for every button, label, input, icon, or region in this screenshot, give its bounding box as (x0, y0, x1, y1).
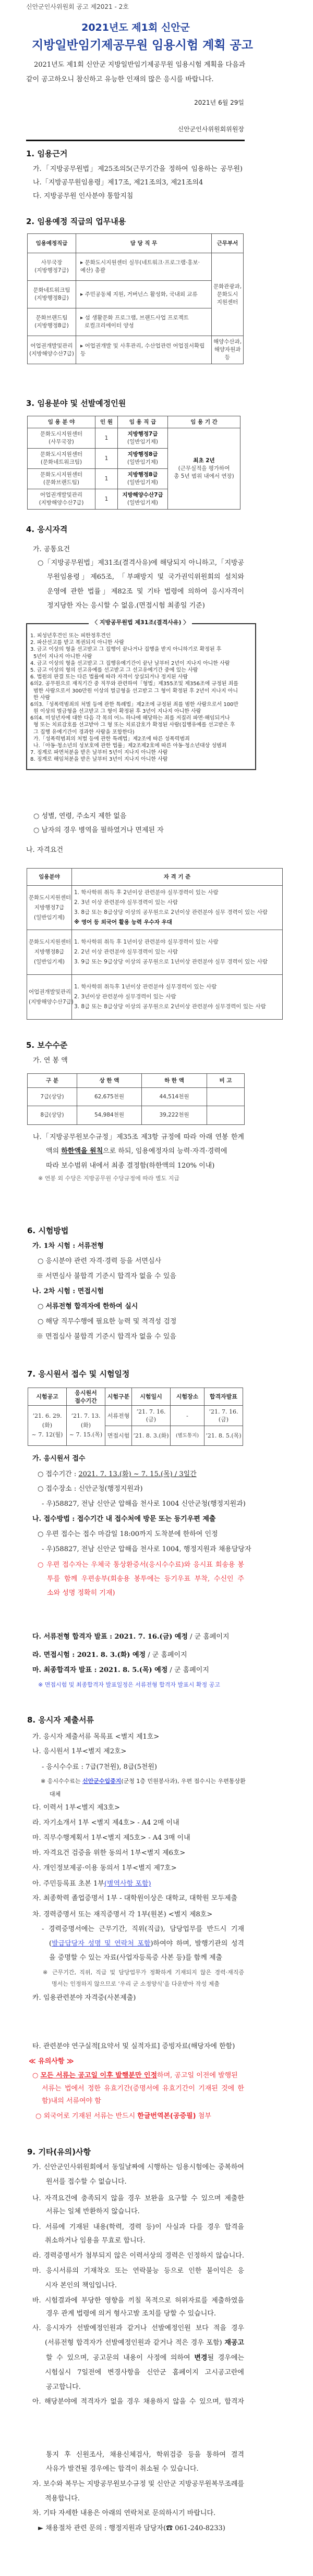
note: ※ 면접심사 불합격 기준시 합격자 없을 수 있음 (37, 1333, 176, 1341)
table-row (27, 975, 283, 1020)
headcount: 1 (95, 489, 118, 510)
emphasis: 모든 서류는 공고일 이후 발행분만 인정 (40, 2072, 158, 2079)
address: - 우)58827, 전남 신안군 압해읍 천사로 1004, 행정지원과 채용담당자 (42, 1545, 251, 1553)
warning-line: ○ 우편 접수자는 우체국 통상환증서(응시수수료)와 응시표 회송용 봉 (38, 1561, 244, 1569)
list-item: ○ 응시분야 관련 자격·경력 등을 서면심사 (38, 1257, 162, 1265)
result-date: ’21. 7. 16.(금) (204, 1406, 243, 1426)
field: 문화도시지원센터 (40, 451, 83, 457)
grade: 사무국장 (41, 259, 63, 266)
grade: 지방행정7급 (127, 431, 158, 437)
grade: 지방행정8급 (127, 472, 158, 478)
upper-limit: 54,984천원 (77, 1106, 142, 1125)
headcount: 1 (95, 428, 118, 449)
field-type: (일반임기제) (34, 914, 65, 921)
table-row (28, 336, 244, 364)
note: ※ 연봉 외 수당은 지방공무원 수당규정에 따라 별도 지급 (38, 1175, 179, 1182)
grade-type: (일반임기제) (127, 500, 158, 506)
grade: 8급(상당) (28, 1106, 77, 1125)
field-grade: 지방행정7급 (34, 904, 65, 911)
text: / 군 홈페이지 (167, 1666, 209, 1674)
notice-date: 2021년 6월 29일 (194, 99, 244, 106)
list-item: ○ 성별, 연령, 주소지 제한 없음 (33, 812, 127, 820)
criterion: 3. 9급 또는 9급상당 이상의 공무원으로 1년이상 관련분야 실무 경력이 있는 사람 (74, 959, 268, 965)
text: 다. 서류전형 합격자 발표 : 2021. 7. 16.(금) 예정 (32, 1633, 188, 1641)
schedule-item (32, 1650, 187, 1661)
section-heading: 2. 임용예정 직급의 업무내용 (26, 217, 126, 226)
column-header: 합격자발표 (204, 1388, 243, 1406)
text: / 군 홈페이지 (187, 1633, 230, 1641)
list-item: 그 집행 유예기간이 경과한 사람을 포함한다) (33, 729, 135, 735)
subheading: 가. 공통요건 (33, 546, 70, 553)
receipt-end: ~ 7. 15.(목) (69, 1431, 103, 1438)
column-header: 시험구분 (105, 1388, 132, 1406)
column-header: 근무부서 (212, 234, 244, 253)
grade-detail: (지방행정7급) (34, 267, 69, 274)
list-item-cont: 사유가 발견될 경우에는 합격이 취소될 수 있습니다. (46, 2465, 199, 2473)
list-item: 자. 최종학력 졸업증명서 1부 - 대학원이상은 대학교, 대학원 모두제출 (32, 1894, 238, 1902)
subheading: 나. 2차 시험 : 면접시험 (32, 1287, 104, 1295)
text: )하여야 하며, 발행기관의 성격 (150, 1940, 244, 1948)
list-item-cont (46, 2353, 244, 2363)
duty: ▸ 섬 생활문화 프로그램, 브랜드사업 프로젝트 (80, 315, 189, 321)
list-item: 3. 금고 이상의 형을 선고받고 그 집행이 끝나거나 집행을 받지 아니하기로 확정된 후 (30, 647, 222, 653)
list-item: 차. 경력증명서 또는 재직증명서 각 1부(원본) <별지 제8호> (32, 1911, 213, 1918)
list-item: 가.「성폭력범죄의 처벌 등에 관한 특례법」제2조에 따른 성폭력범죄 (33, 736, 190, 742)
column-header: 임 용 분 야 (28, 416, 95, 428)
list-item: 4. 금고 이상의 형을 선고받고 그 집행유예기간이 끝난 날부터 2년이 지나지 아니한 사람 (30, 660, 230, 666)
grade: 지방행정8급 (127, 451, 158, 457)
caution-line: 함)내의 서류여야 함 (42, 2097, 101, 2105)
section-heading: 1. 임용근거 (26, 149, 68, 158)
text: ( (49, 1940, 52, 1948)
table-row (28, 281, 244, 308)
department: 등 (224, 354, 231, 361)
schedule-table (28, 1388, 243, 1446)
list-item: 2. 파산선고를 받고 복권되지 아니한 사람 (30, 640, 124, 646)
text: 될 경우에는 (207, 2354, 244, 2362)
caution-line (35, 2111, 211, 2122)
field: 문화도시지원센터 (40, 472, 83, 478)
list-item: 범한 사람으로서 300만원 이상의 벌금형을 선고받고 그 형이 확정된 후 2년이 지나지 아니 (33, 688, 238, 694)
grade-type: (일반임기제) (127, 479, 158, 486)
text: 액의 (46, 1147, 62, 1155)
intro-line: 같이 공고하오니 참신하고 유능한 인재의 많은 응시를 바랍니다. (26, 76, 214, 83)
list-item: 7. 징계로 파면처분을 받은 날부터 5년이 지나지 아니한 사람 (30, 750, 168, 756)
list-item: 가.「지방공무원법」제25조의5(근무기간을 정하여 임용하는 공무원) (33, 165, 243, 173)
field-grade: 지방행정8급 (34, 949, 65, 955)
list-item (38, 1469, 197, 1480)
column-header: 임용예정직급 (28, 234, 76, 253)
emphasis: 하한액을 원칙 (61, 1147, 103, 1155)
list-item: 다. 이력서 1부<별지 제3호> (32, 1804, 120, 1812)
list-item-cont (45, 2338, 244, 2348)
duty-table (27, 233, 244, 364)
note: ※ 근무기간, 직위, 직급 및 담당업무가 정확하게 기재되지 않은 경력·재직증 (43, 1969, 244, 1976)
exam-date: ’21. 8. 3.(화) (132, 1426, 171, 1446)
contact-info: ► 채용절차 관련 문의 : 행정지원과 담당자(☎ 061-240-8233) (38, 2524, 225, 2532)
column-header: 비 고 (207, 1074, 245, 1088)
column-header (67, 1388, 105, 1406)
list-item: 5. 금고 이상의 형의 선고유예를 선고받고 그 선고유예기간 중에 있는 사람 (30, 667, 198, 673)
note: 대체 (50, 1791, 61, 1798)
box-title: 〈 지방공무원법 제31조(결격사유) 〉 (89, 618, 192, 627)
list-item-cont: 원서를 접수할 수 없습니다. (46, 2178, 127, 2186)
department: 지원센터 (216, 299, 238, 305)
headcount: 1 (95, 449, 118, 469)
headcount: 1 (95, 469, 118, 489)
notice-number: 신안군인사위원회 공고 제2021 - 2호 (26, 3, 129, 10)
bullet: ○ (38, 1303, 46, 1310)
criterion: 2. 3년 이상 관련분야 실무경력이 있는 사람 (74, 899, 178, 906)
list-item: ○ 해당 직무수행에 필요한 능력 및 적격성 검정 (38, 1318, 177, 1326)
subheading: 나. 자격요건 (26, 846, 64, 854)
text: (서류전형 합격자가 선발예정인원과 같거나 적은 경우 포함) (45, 2339, 225, 2347)
caution-title: ≪ 유의사항 ≫ (29, 2058, 74, 2065)
preference-note: ※ 영어 등 외국어 활용 능력 우수자 우대 (74, 919, 172, 925)
title-line-1: 2021년도 제1회 신안군 (81, 22, 190, 33)
list-item: 가. 신안군인사위원회에서 동일날짜에 시행하는 임용시험에는 중복하여 (32, 2163, 244, 2171)
text: 마. 최종합격자 발표 : 2021. 8. 5.(목) 예정 (32, 1666, 168, 1674)
list-item: 차. 기타 자세한 내용은 아래의 연락처로 문의하시기 바랍니다. (32, 2509, 216, 2517)
exam-type: 서류전형 (105, 1406, 132, 1426)
column-header: 담 당 직 무 (76, 234, 212, 253)
field: 어업권개발및관리 (29, 988, 71, 995)
period: 최초 2년 (193, 457, 215, 464)
paragraph-line: 나.「지방공무원보수규정」제35조 제3항 규정에 따라 아래 연봉 한계 (33, 1133, 244, 1141)
list-item-cont: 서류는 일체 반환하지 않습니다. (46, 2208, 140, 2215)
header-line: 응시원서 (75, 1389, 97, 1396)
subheading: 나. 접수방법 : 접수기간 내 접수처에 방문 또는 등기우편 제출 (32, 1515, 216, 1523)
period-detail: (근무실적을 평가하여 (178, 465, 230, 472)
text: 라. 면접시험 : 2021. 8. 3.(화) 예정 (32, 1651, 146, 1659)
duty: ▸ 문화도시지원센터 실무(네트워크·프로그램·홍보·예산) 총괄 (80, 259, 200, 274)
column-header: 임 용 기 간 (168, 416, 240, 428)
list-item: 라. 경력증명서가 첨부되지 않은 이력서상의 경력은 인정하지 않습니다. (32, 2252, 244, 2260)
grade: 어업권개발및관리 (30, 342, 73, 349)
caution-line (32, 2071, 244, 2081)
result-date: ’21. 8. 5.(목) (204, 1426, 243, 1446)
warning-line: 소와 성명 정확히 기재) (47, 1589, 115, 1597)
address: - 우)58827, 전남 신안군 압해읍 천사로 1004 신안군청(행정지원과) (42, 1500, 246, 1508)
receipt-start: ’21. 7. 13.(화) (71, 1413, 101, 1429)
list-item: 카. 임용관련분야 자격증(사본제출) (32, 1994, 136, 2002)
table-row (28, 1106, 245, 1125)
emphasis: 재공고 (224, 2339, 244, 2347)
list-item: ○ 남자의 경우 병역을 필하였거나 면제된 자 (33, 826, 164, 834)
list-item-cont: 취소하거나 임용을 무효로 합니다. (45, 2237, 146, 2245)
field: 문화도시지원센터 (40, 431, 83, 437)
military-info-link[interactable]: (병역사항 포함) (104, 1880, 151, 1888)
list-item: 라. 자기소개서 1부 <별지 제4호> - A4 2매 이내 (32, 1819, 179, 1827)
paragraph-line: 운영에 관한 법률」제82조 및 기타 법령에 의하여 응시자격이 (47, 588, 244, 596)
section-heading: 4. 응시자격 (26, 525, 68, 534)
text: 하며, 공고일 이전에 발행된 (157, 2072, 238, 2079)
field-detail: (문화브랜드팀) (43, 479, 80, 486)
table-row (28, 428, 240, 449)
list-item: 바. 자격요건 검증을 위한 동의서 1부<별지 제6호> (32, 1849, 186, 1857)
paragraph-line: 정지당한 자는 응시할 수 없음.(면접시험 최종일 기준) (47, 602, 205, 610)
label: ○ 접수기간 : (38, 1470, 79, 1478)
department: 문화관광과, (213, 283, 242, 290)
list-item: 1. 피성년후견인 또는 피한정후견인 (30, 633, 111, 639)
grade-detail: (지방해양수산7급) (29, 350, 74, 357)
section-heading: 8. 응시자 제출서류 (27, 1715, 94, 1725)
list-item: 8. 징계로 해임처분을 받은 날부터 3년이 지나지 아니한 사람 (30, 757, 168, 763)
table-row (27, 886, 283, 930)
schedule-item (32, 1632, 230, 1642)
department: 해양수산과, (213, 339, 242, 345)
table-row (28, 1088, 245, 1106)
grade-type: (일반임기제) (127, 439, 158, 445)
paragraph-line: 따라 보수범위 내에서 최종 결정함(하한액의 120% 이내) (46, 1162, 215, 1170)
text: 할 수 있으며, 공고문의 내용이 사정에 의하여 (46, 2354, 195, 2362)
note: 명서는 인정하지 않으므로 ‘우리 군 소정양식’을 다운받아 작성 제출 (52, 1980, 220, 1987)
department: 문화도시 (216, 291, 238, 298)
subheading: 가. 1차 시험 : 서류전형 (32, 1242, 104, 1250)
list-item: 형 또는 치료감호를 선고받아 그 형 또는 치료감호가 확정된 사람(집행유예를 선고받은 후 (33, 722, 235, 728)
list-item-cont: 경우 관계 법령에 의거 형사고발 조치를 당할 수 있습니다. (46, 2310, 216, 2318)
remarks (207, 1088, 245, 1106)
criterion: 1. 학사학위 취득 후 2년이상 관련분야 실무경력이 있는 사람 (74, 889, 219, 896)
field-detail: (사무국장) (49, 439, 74, 445)
list-item: 6의4. 미성년자에 대한 다음 각 목의 어느 하나에 해당하는 죄를 저질러 파면·해임되거나 (30, 715, 230, 722)
department: 해양자원과 (214, 346, 241, 353)
header-line: 접수기간 (75, 1397, 97, 1404)
text: 으로 하되, 임용예정자의 능력·자격·경력에 (103, 1147, 227, 1155)
criterion: 1. 학사학위 취득 후 1년이상 관련분야 실무경력이 있는 사람 (74, 939, 219, 945)
header-divider (26, 140, 245, 141)
text: (군청 1층 민원봉사과), 우편 접수시는 우편통상환 (121, 1778, 246, 1785)
grade: 문화브랜드팀 (35, 315, 68, 321)
exam-place: - (171, 1406, 204, 1426)
duty: ▸ 주민공동체 지원, 거버넌스 활성화, 국내외 교류 (80, 291, 198, 298)
list-item: ○ 접수장소 : 신안군청(행정지원과) (38, 1485, 143, 1493)
subheading: 가. 연 봉 액 (33, 1057, 68, 1064)
table-row (28, 253, 244, 281)
remarks (207, 1106, 245, 1125)
column-header: 시험일시 (132, 1388, 171, 1406)
list-item: 나. 응시원서 1부<별지 제2호> (32, 1748, 127, 1755)
list-item: 한 사람 (33, 695, 51, 701)
text: ※ 응시수수료는 (41, 1778, 82, 1785)
lower-limit: 44,514천원 (142, 1088, 207, 1106)
salary-table (27, 1073, 245, 1125)
column-header: 하 한 액 (142, 1074, 207, 1088)
field-detail: (지방해양수산7급) (39, 500, 84, 506)
list-item (32, 1879, 151, 1889)
paragraph-line: - 경력증명서에는 근무기간, 직위(직급), 담당업무를 반드시 기재 (42, 1925, 244, 1933)
grade: 7급(상당) (28, 1088, 77, 1106)
list-item: 5년이 지나지 아니한 사람 (33, 653, 92, 660)
list-item-cont: 시험실시 7일전에 변경사항을 신안군 홈페이지 고시공고란에 (45, 2369, 244, 2376)
upper-limit: 62,675천원 (77, 1088, 142, 1106)
list-item-cont: 통지 후 신원조사, 채용신체검사, 학위검증 등을 통하여 결격 (46, 2451, 244, 2459)
column-header: 임용분야 (27, 869, 72, 886)
grade-detail: (지방행정8급) (34, 295, 69, 301)
issuer-info-link[interactable]: 발급담당자 성명 및 연락처 포함 (52, 1940, 151, 1948)
field-type: (일반임기제) (34, 959, 65, 965)
list-item: 아. 해당분야에 적격자가 없을 경우 채용하지 않을 수 있으며, 합격자 (32, 2398, 244, 2406)
section-heading: 6. 시험방법 (27, 1226, 69, 1235)
table-row (28, 1406, 243, 1426)
paragraph-line: 무원임용령」제65조, 「부패방지 및 국가권익위원회의 설치와 (47, 573, 244, 581)
lower-limit: 39,222천원 (142, 1106, 207, 1125)
revenue-stamp-link[interactable]: 신안군수입증지 (82, 1778, 122, 1785)
notice-start: ’21. 6. 29.(화) (32, 1413, 62, 1429)
list-item: 원 이상의 벌금형을 선고받고 그 형이 확정된 후 3년이 지나지 아니한 사람 (33, 709, 201, 715)
warning-line: 투를 함께 우편송부(회송용 봉투에는 등기우표 부착, 수신인 주 (47, 1575, 244, 1583)
intro-line: 2021년도 제1회 신안군 지방일반임기제공무원 임용시험 계획을 다음과 (34, 61, 246, 69)
grade: 문화네트워크팀 (33, 287, 70, 293)
grade-detail: (지방행정8급) (34, 323, 69, 329)
list-item-cont: 적용합니다. (45, 2495, 80, 2503)
column-header: 상 한 액 (77, 1074, 142, 1088)
criterion: 2. 3년이상 관련분야 실무경력이 있는 사람 (74, 994, 176, 1000)
exam-date: ’21. 7. 16.(금) (132, 1406, 171, 1426)
text: 아. 주민등록표 초본 1부 (32, 1880, 104, 1888)
criterion: 3. 8급 또는 8급상당 이상의 공무원으로 2년이상 관련분야 실무 경력이 있는 사람 (74, 909, 268, 915)
field: 문화도시지원센터 (29, 939, 71, 945)
notice-end: ~ 7. 12(월) (31, 1431, 63, 1438)
list-item: 가. 응시자 제출서류 목록표 <별지 제1호> (32, 1733, 160, 1741)
paragraph-line: ○「지방공무원법」제31조(결격사유)에 해당되지 아니하고,「지방공 (38, 559, 244, 567)
paragraph-line: 을 증명할 수 있는 자료(사업자등록증 사본 등)를 함께 제출 (49, 1954, 223, 1962)
field: 어업권개발및관리 (40, 492, 83, 498)
list-item-cont: 시자 본인의 책임입니다. (45, 2282, 117, 2289)
field-grade: (지방해양수산7급) (29, 998, 74, 1005)
section-heading: 7. 응시원서 접수 및 시험일정 (27, 1369, 130, 1379)
text: 첨부 (196, 2112, 211, 2120)
note (41, 1776, 246, 1787)
emphasis: 한글번역본(공증필) (137, 2112, 196, 2120)
list-item: 사. 응시자가 선발예정인원과 같거나 선발예정인원 보다 적을 경우 (32, 2324, 244, 2332)
list-item: 자. 보수와 복무는 지방공무원보수규정 및 신안군 지방공무원복무조례를 (32, 2480, 244, 2488)
column-header: 구 분 (28, 1074, 77, 1088)
field-detail: (문화네트워크팀) (40, 459, 82, 465)
column-header: 자 격 기 준 (72, 869, 283, 886)
grade: 지방해양수산7급 (122, 492, 163, 498)
caution-line: 서류는 법에서 정한 유효기간(증명서에 유효기간이 기재된 것에 한 (42, 2085, 244, 2092)
criterion: 3. 8급 또는 8급상당 이상의 공무원으로 2년이상 관련분야 실무경력이 있는 사람 (74, 1004, 266, 1010)
duty: 로컬크리에이터 양성 (85, 323, 134, 329)
text: ○ 외국어로 기재된 서류는 반드시 (35, 2112, 138, 2120)
list-item: 6의2. 공무원으로 재직기간 중 직무와 관련하여「형법」제355조및 제356조에 규정된 죄를 (30, 681, 238, 687)
list-item: 나. 자격요건에 충족되지 않을 경우 보완을 요구할 수 있으며 제출한 (32, 2195, 244, 2202)
exam-type: 면접시험 (105, 1426, 132, 1446)
field: 문화도시지원센터 (29, 894, 71, 901)
note: ※ 서면심사 불합격 기준시 합격자 없을 수 있음 (37, 1272, 176, 1280)
note: ※ 면접시험 및 최종합격자 발표일정은 서류전형 합격자 발표시 확정 공고 (38, 1681, 220, 1688)
fee: - 응시수수료 : 7급(7천원), 8급(5천원) (42, 1763, 157, 1771)
list-item: 타. 관련분야 연구실적[요약서 및 실적자료] 증빙자료(해당자에 한함) (32, 2042, 235, 2050)
emphasis: 변경 (194, 2354, 208, 2362)
column-header: 임 용 직 급 (118, 416, 168, 428)
list-item: 6의3.「성폭력범죄의 처벌 등에 관한 특례법」제2조에 규정된 죄를 범한 사람으로서 100만 (30, 701, 239, 708)
exam-place: (별도통지) (171, 1426, 204, 1446)
list-item: 사. 개인정보제공·이용 동의서 1부<별지 제7호> (32, 1864, 177, 1872)
table-row (28, 308, 244, 336)
schedule-item (32, 1665, 209, 1676)
signatory: 신안군인사위원회위원장 (177, 126, 244, 133)
column-header: 인 원 (95, 416, 118, 428)
page-title: 지방일반임기제공무원 임용시험 계획 공고 (32, 39, 253, 52)
section-heading: 3. 임용분야 및 선발예정인원 (26, 399, 126, 408)
list-item: 나.「아동·청소년의 성보호에 관한 법률」제2조제2호에 따른 아동·청소년대상 성범죄 (33, 743, 227, 749)
subheading: 가. 응시원서 접수 (32, 1455, 86, 1463)
section-heading: 9. 기타(유의)사항 (27, 2147, 91, 2157)
criterion: 1. 학사학위 취득후 1년이상 관련분야 실무경력이 있는 사람 (74, 984, 217, 990)
period-detail: 총 5년 범위 내에서 연장) (174, 473, 234, 479)
list-item: 다. 서류에 기재된 내용(학력, 경력 등)이 사실과 다를 경우 합격을 (32, 2223, 244, 2231)
list-item: 마. 응시서류의 기재착오 또는 연락불능 등으로 인한 불이익은 응 (32, 2267, 244, 2275)
list-item-cont: 공고합니다. (46, 2383, 81, 2391)
list-item: ○ 우편 접수는 접수 마감일 18:00까지 도착분에 한하여 인정 (38, 1530, 218, 1538)
grade-type: (일반임기제) (127, 459, 158, 465)
duty: ▸ 어업권개발 및 사후관리, 수산업관련 어업질서확립 등 (80, 342, 205, 357)
text: / 군 홈페이지 (146, 1651, 187, 1659)
list-item: 바. 시험결과에 부당한 영향을 끼칠 목적으로 허위자료를 제출하였을 (32, 2297, 244, 2305)
column-header: 시험공고 (28, 1388, 67, 1406)
bullet: ○ (32, 2072, 41, 2079)
disqualification-list (30, 633, 238, 763)
positions-table (27, 416, 240, 510)
text: 서류전형 합격자에 한하여 실시 (45, 1303, 138, 1310)
paragraph-line (46, 1146, 244, 1157)
list-item: 다. 지방공무원 인사분야 통합지침 (33, 192, 134, 200)
paragraph-line (49, 1939, 244, 1949)
list-item (38, 1302, 138, 1312)
section-heading: 5. 보수수준 (26, 1041, 68, 1050)
qualification-table (27, 868, 283, 1020)
list-item: 마. 직무수행계획서 1부<별지 제5호> - A4 3매 이내 (32, 1834, 190, 1842)
receipt-period: 2021. 7. 13.(화) ~ 7. 15.(목) / 3일간 (78, 1470, 197, 1478)
list-item: 나.「지방공무원임용령」제17조, 제21조의3, 제21조의4 (33, 179, 203, 187)
list-item: 6. 법원의 판결 또는 다른 법률에 따라 자격이 상실되거나 정지된 사람 (30, 674, 188, 680)
criterion: 2. 2년 이상 관련분야 실무경력이 있는 사람 (74, 949, 178, 955)
table-row (27, 930, 283, 975)
column-header: 시험장소 (171, 1388, 204, 1406)
